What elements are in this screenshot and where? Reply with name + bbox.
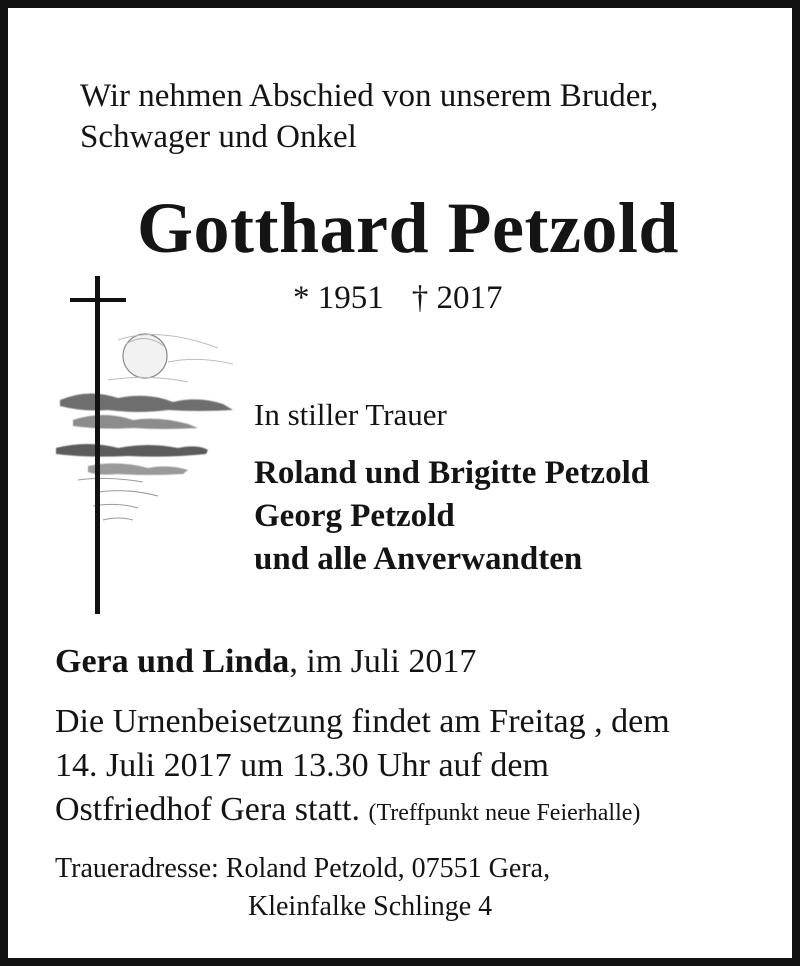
mourner-2: Georg Petzold xyxy=(254,498,455,534)
death-year: † 2017 xyxy=(411,280,503,316)
address-line-2: Kleinfalke Schlinge 4 xyxy=(248,891,493,922)
landscape-icon xyxy=(56,393,233,475)
mourning-title: In stiller Trauer xyxy=(254,397,447,432)
burial-line-2: 14. Juli 2017 um 13.30 Uhr auf dem xyxy=(55,747,549,784)
burial-line-1: Die Urnenbeisetzung findet am Freitag , dem xyxy=(55,703,670,740)
meeting-point-note: (Treffpunkt neue Feierhalle) xyxy=(368,800,641,826)
place-names: Gera und Linda xyxy=(55,643,290,680)
birth-year: * 1951 xyxy=(293,280,384,316)
mourner-1: Roland und Brigitte Petzold xyxy=(254,455,650,491)
mourner-3: und alle Anverwandten xyxy=(254,541,583,577)
cross-landscape-illustration xyxy=(48,270,248,620)
intro-line-1: Wir nehmen Abschied von unserem Bruder, xyxy=(80,78,659,114)
address-line-1: Traueradresse: Roland Petzold, 07551 Gera, xyxy=(55,853,551,884)
ground-lines-icon xyxy=(78,478,158,520)
intro-text xyxy=(80,76,780,158)
burial-line-3: Ostfriedhof Gera statt. xyxy=(55,791,360,828)
place-and-date xyxy=(55,640,476,684)
burial-line-3-row xyxy=(55,788,670,835)
deceased-name: Gotthard Petzold xyxy=(137,188,679,268)
mourning-address xyxy=(55,850,550,926)
intro-line-2: Schwager und Onkel xyxy=(80,119,357,155)
mourners-list xyxy=(254,452,649,581)
burial-info xyxy=(55,700,670,835)
life-dates xyxy=(293,278,503,318)
moon-icon xyxy=(123,334,167,378)
date-text: , im Juli 2017 xyxy=(289,643,477,680)
